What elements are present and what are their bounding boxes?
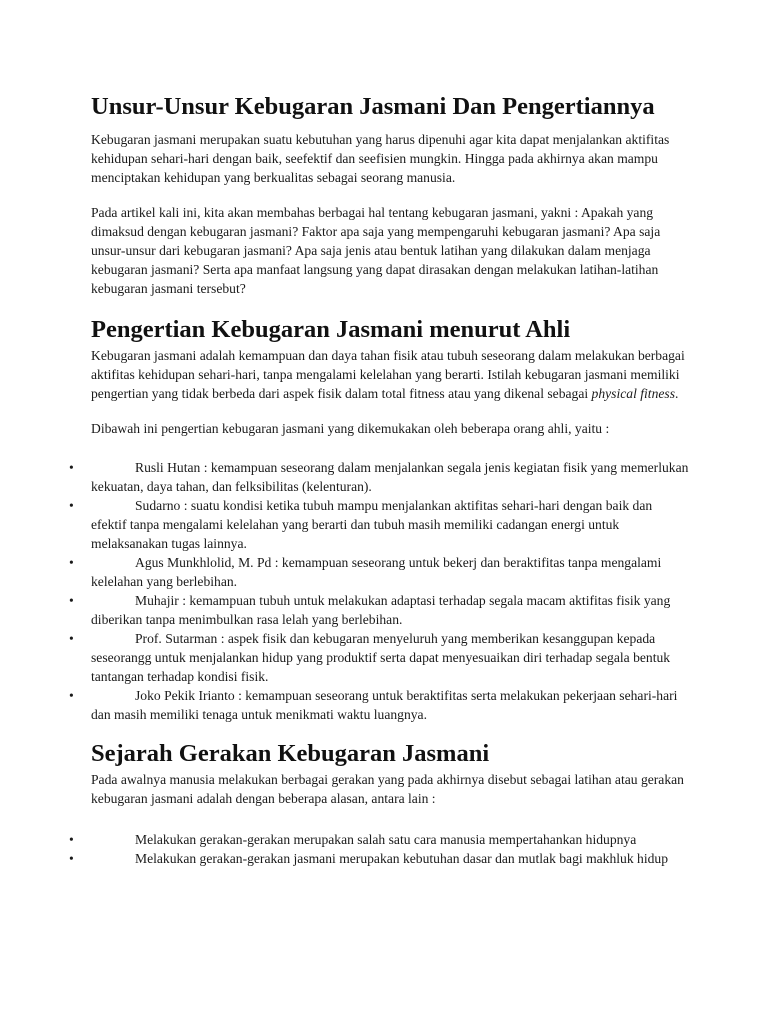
list-item [69,849,691,868]
bullet-icon: • [69,631,74,646]
list-item [69,629,691,686]
definition-text: Kebugaran jasmani adalah kemampuan dan daya tahan fisik atau tubuh seseorang dalam melakukan berbagai aktifitas kehidupan sehari-hari, tanpa mengalami kelelahan yang berarti. Istilah kebugaran jasmani memiliki pengertian yang tidak berbeda dari aspek fisik dalam total fitness atau yang dikenal sebagai [91,348,685,401]
experts-intro: Dibawah ini pengertian kebugaran jasmani yang dikemukakan oleh beberapa orang ahli, yaitu : [91,421,610,436]
bullet-icon: • [69,593,74,608]
bullet-icon: • [69,555,74,570]
article-body [69,90,691,868]
definition-heading: Pengertian Kebugaran Jasmani menurut Ahli [91,316,571,343]
bullet-icon: • [69,460,74,475]
intro-paragraph-1: Kebugaran jasmani merupakan suatu kebutuhan yang harus dipenuhi agar kita dapat menjalankan aktifitas kehidupan sehari-hari dengan baik, seefektif dan seefisien mungkin. Hingga pada akhirnya akan mampu menciptakan kehidupan yang berkualitas sebagai seorang manusia. [91,132,670,185]
article-title: Unsur-Unsur Kebugaran Jasmani Dan Pengertiannya [91,93,655,120]
expert-definition: Prof. Sutarman : aspek fisik dan kebugaran menyeluruh yang memberikan kesanggupan kepada seseorangg untuk menjalankan hidup yang produktif serta dapat menyesuaikan diri terhadap segala bentuk tantangan terhadap kondisi fisik. [91,631,671,684]
reason-text: Melakukan gerakan-gerakan jasmani merupakan kebutuhan dasar dan mutlak bagi makhluk hidup [135,851,668,866]
reason-text: Melakukan gerakan-gerakan merupakan salah satu cara manusia mempertahankan hidupnya [135,832,637,847]
bullet-icon: • [69,688,74,703]
list-item [69,591,691,629]
bullet-icon: • [69,498,74,513]
bullet-icon: • [69,832,74,847]
experts-list [69,458,691,724]
bullet-icon: • [69,851,74,866]
list-item [69,458,691,496]
reasons-list [69,830,691,868]
list-item [69,686,691,724]
expert-definition: Agus Munkhlolid, M. Pd : kemampuan seseorang untuk bekerj dan beraktifitas tanpa mengalami kelelahan yang berlebihan. [91,555,662,589]
expert-definition: Joko Pekik Irianto : kemampuan seseorang untuk beraktifitas serta melakukan pekerjaan sehari-hari dan masih memiliki tenaga untuk menikmati waktu luangnya. [91,688,678,722]
list-item [69,553,691,591]
definition-end: . [675,386,679,401]
history-paragraph: Pada awalnya manusia melakukan berbagai gerakan yang pada akhirnya disebut sebagai latihan atau gerakan kebugaran jasmani adalah dengan beberapa alasan, antara lain : [91,772,684,806]
history-heading: Sejarah Gerakan Kebugaran Jasmani [91,740,490,767]
list-item [69,496,691,553]
definition-paragraph [91,346,691,403]
expert-definition: Sudarno : suatu kondisi ketika tubuh mampu menjalankan aktifitas sehari-hari dengan baik dan efektif tanpa mengalami kelelahan yang berarti dan tubuh masih memiliki cadangan energi untuk melaksanakan tugas lainnya. [91,498,653,551]
intro-paragraph-2: Pada artikel kali ini, kita akan membahas berbagai hal tentang kebugaran jasmani, yakni : Apakah yang dimaksud dengan kebugaran jasmani? Faktor apa saja yang mempengaruhi kebugaran jasmani? Apa saja unsur-unsur dari kebugaran jasmani? Apa saja jenis atau bentuk latihan yang dilakukan dalam menjaga kebugaran jasmani? Serta apa manfaat langsung yang dapat dirasakan dengan melakukan latihan-latihan kebugaran jasmani tersebut? [91,205,661,296]
expert-definition: Muhajir : kemampuan tubuh untuk melakukan adaptasi terhadap segala macam aktifitas fisik yang diberikan tanpa menimbulkan rasa lelah yang berlebihan. [91,593,671,627]
physical-fitness-term: physical fitness [591,386,675,401]
list-item [69,830,691,849]
expert-definition: Rusli Hutan : kemampuan seseorang dalam menjalankan segala jenis kegiatan fisik yang memerlukan kekuatan, daya tahan, dan felksibilitas (kelenturan). [91,460,689,494]
